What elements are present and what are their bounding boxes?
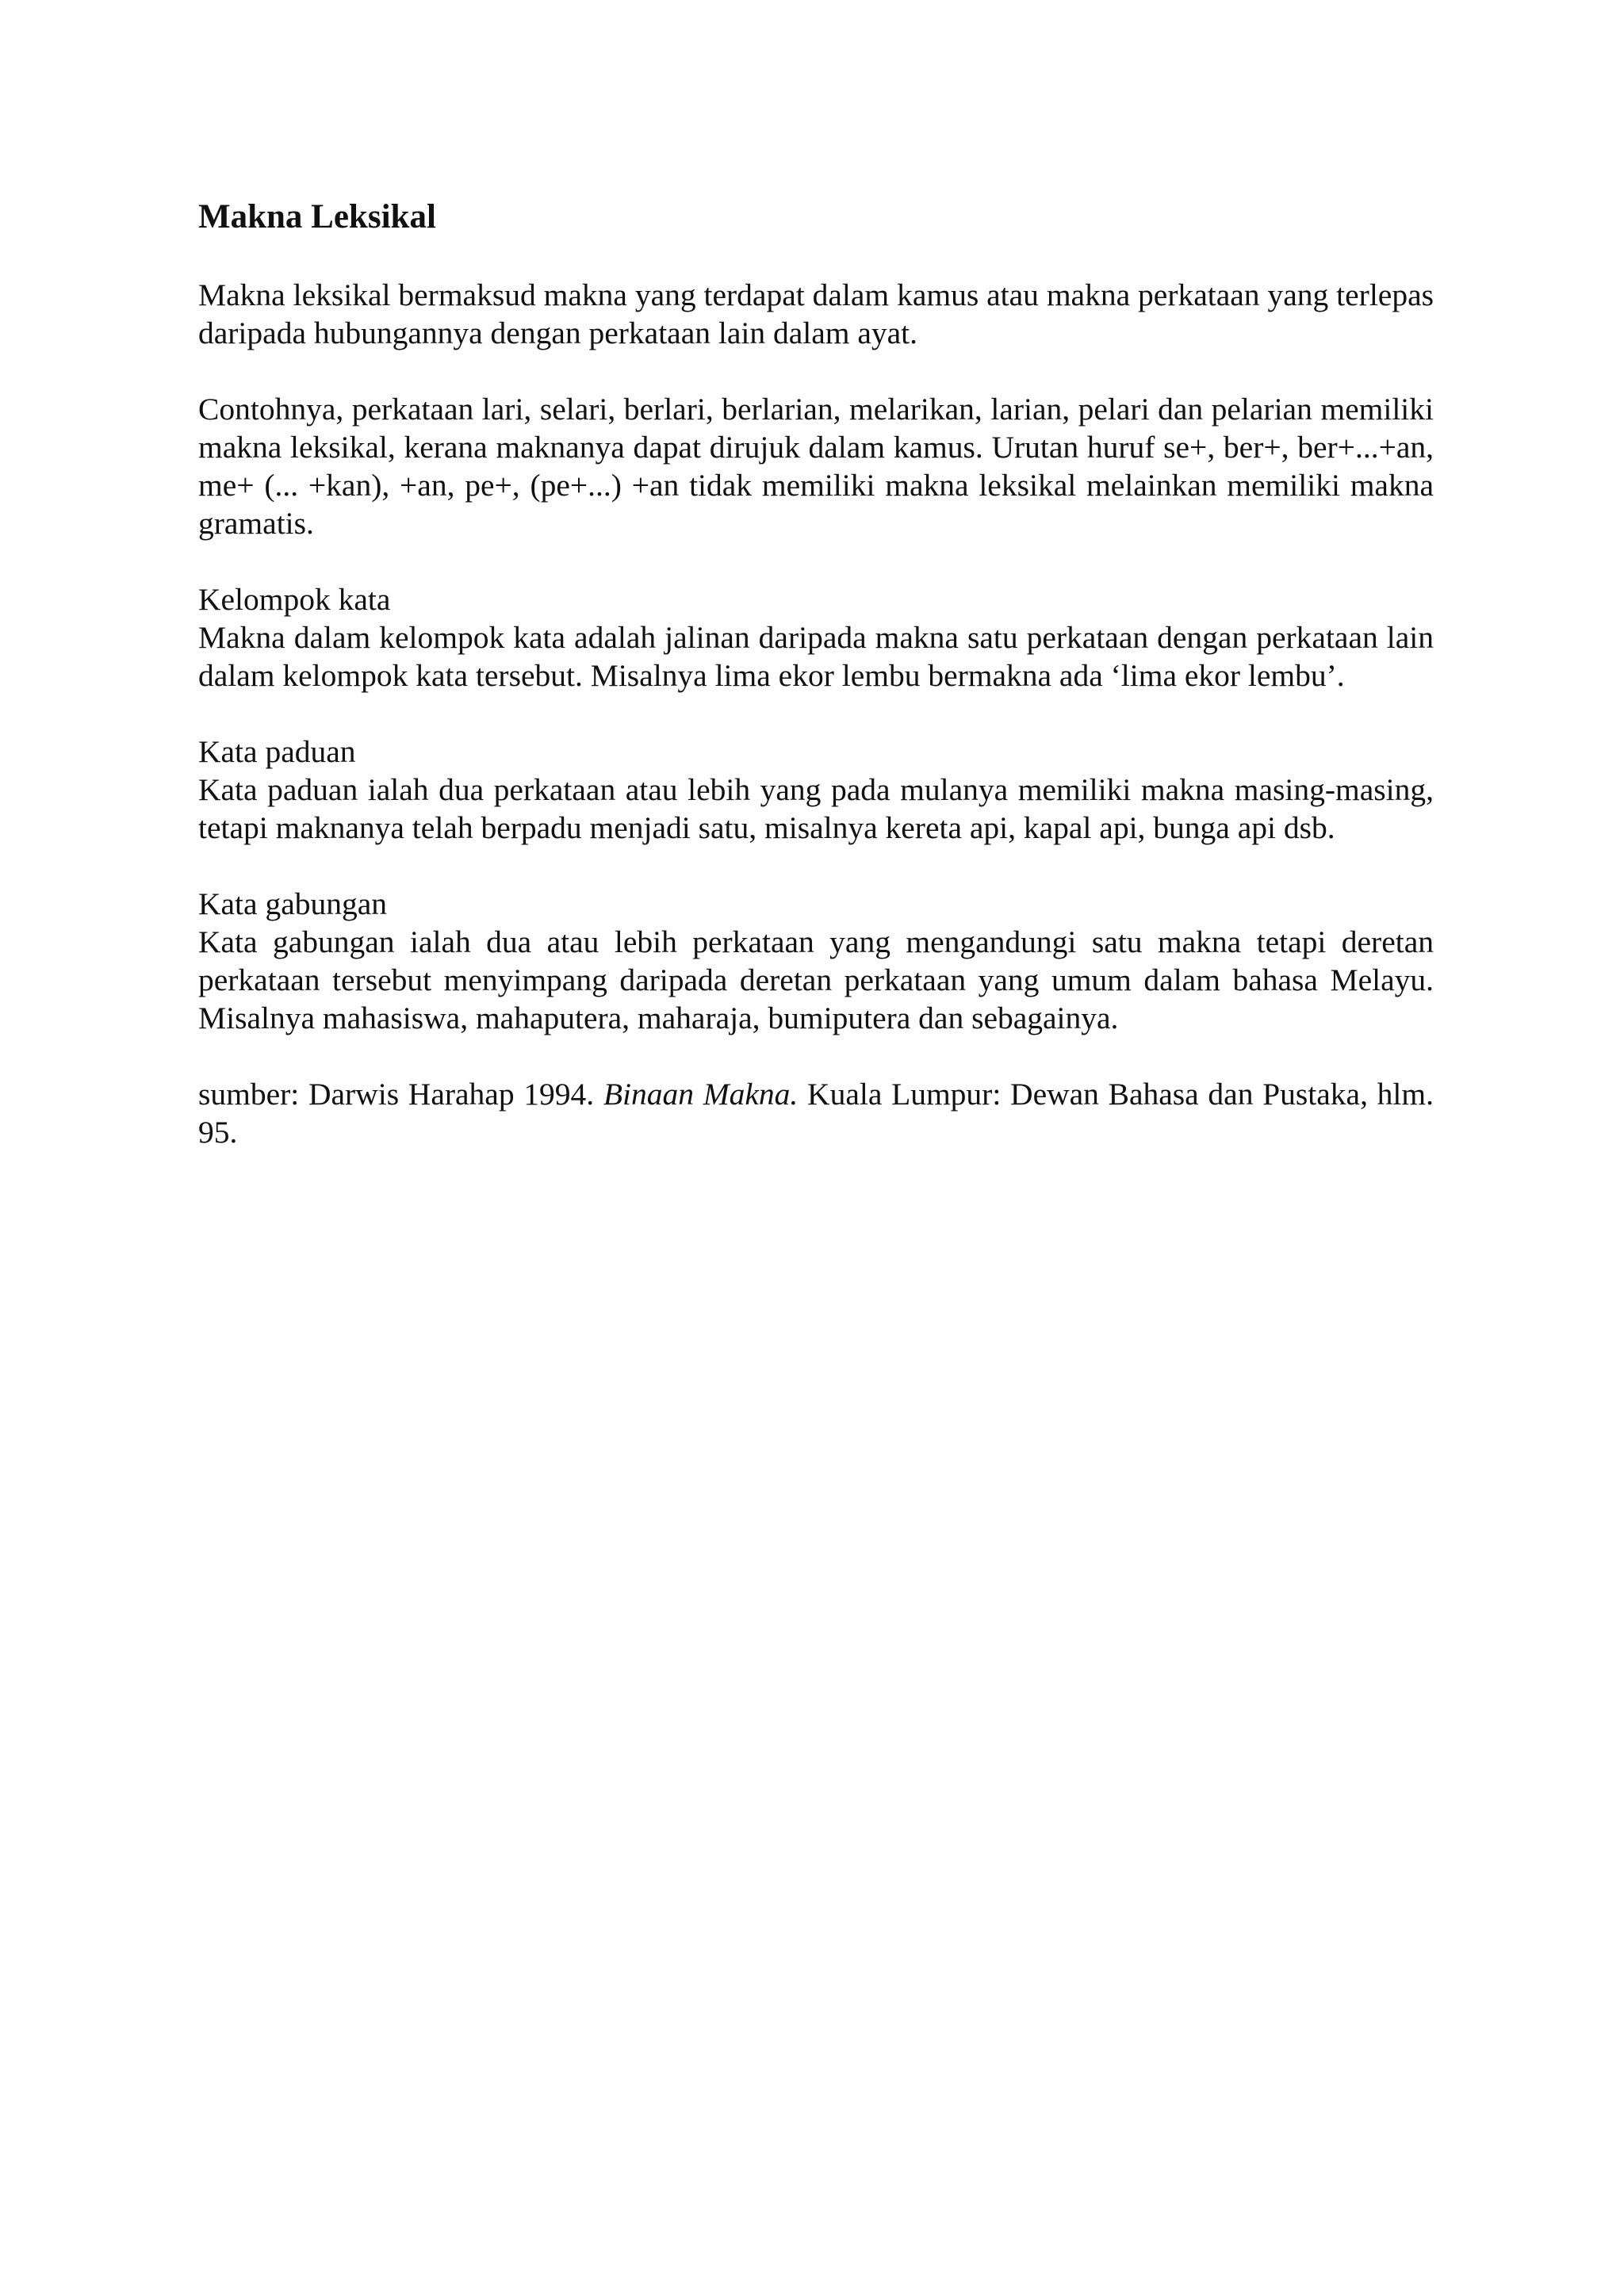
section-body: Kata gabungan ialah dua atau lebih perkataan yang mengandungi satu makna tetapi deretan perkataan tersebut menyimpang daripada deretan perkataan yang umum dalam bahasa Melayu. Misalnya mahasiswa, mahaputera, maharaja, bumiputera dan sebagainya.: [198, 924, 1434, 1035]
section-body: Kata paduan ialah dua perkataan atau lebih yang pada mulanya memiliki makna masing-masing, tetapi maknanya telah berpadu menjadi satu, misalnya kereta api, kapal api, bunga api dsb.: [198, 772, 1434, 845]
section-kata-paduan: [198, 733, 1434, 847]
source-book-title: Binaan Makna.: [603, 1077, 799, 1112]
intro-paragraph: Makna leksikal bermaksud makna yang terdapat dalam kamus atau makna perkataan yang terlepas daripada hubungannya dengan perkataan lain dalam ayat.: [198, 277, 1434, 350]
section-heading: Kelompok kata: [198, 582, 391, 617]
source-suffix: Kuala Lumpur: Dewan Bahasa dan Pustaka, hlm. 95.: [198, 1077, 1434, 1150]
source-citation: [198, 1075, 1434, 1151]
example-paragraph: Contohnya, perkataan lari, selari, berlari, berlarian, melarikan, larian, pelari dan pelarian memiliki makna leksikal, kerana maknanya dapat dirujuk dalam kamus. Urutan huruf se+, ber+, ber+...+an, me+ (... +kan), +an, pe+, (pe+...) +an tidak memiliki makna leksikal melainkan memiliki makna gramatis.: [198, 392, 1434, 541]
section-heading: Kata gabungan: [198, 886, 388, 921]
section-body: Makna dalam kelompok kata adalah jalinan daripada makna satu perkataan dengan perkataan lain dalam kelompok kata tersebut. Misalnya lima ekor lembu bermakna ada ‘lima ekor lembu’.: [198, 620, 1434, 693]
section-kelompok-kata: [198, 580, 1434, 695]
document-title: Makna Leksikal: [198, 198, 436, 235]
section-kata-gabungan: [198, 885, 1434, 1037]
section-heading: Kata paduan: [198, 734, 356, 769]
source-prefix: sumber: Darwis Harahap 1994.: [198, 1077, 603, 1112]
document-page: [198, 195, 1434, 1189]
